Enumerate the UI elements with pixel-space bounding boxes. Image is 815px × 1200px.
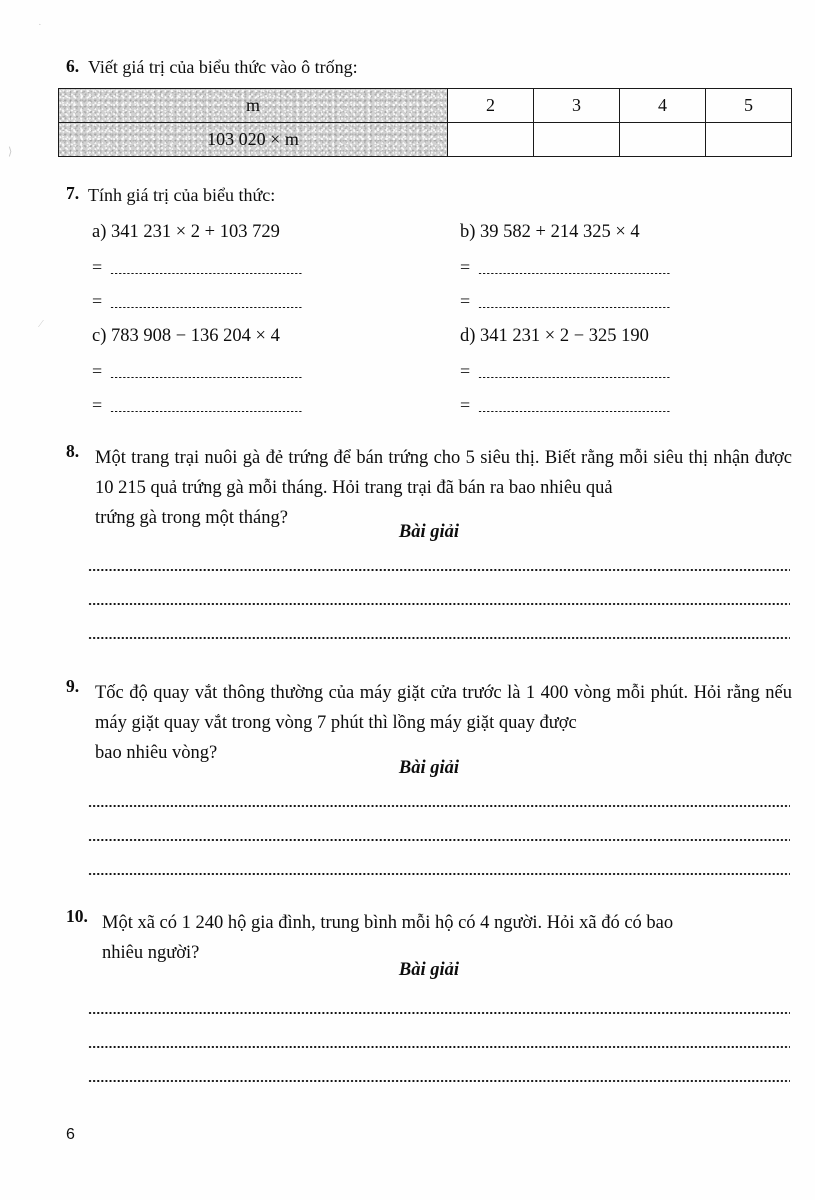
exercise-7-item-b xyxy=(460,214,800,318)
exercise-9-solution-heading: Bài giải xyxy=(398,758,460,778)
exercise-10-text xyxy=(66,908,792,968)
equals-sign: = xyxy=(460,256,471,277)
exercise-7-column-left xyxy=(92,214,462,422)
exercise-9-text-line-2: Hỏi rằng nếu máy giặt quay vắt trong vòng 7 phút thì lồng máy giặt quay được xyxy=(95,683,792,733)
exercise-7-item-d xyxy=(460,318,800,422)
exercise-7-item-a-expression xyxy=(92,214,462,250)
exercise-9-text-line-1: Tốc độ quay vắt thông thường của máy giặt cửa trước là 1 400 vòng mỗi phút. xyxy=(95,683,689,703)
answer-line[interactable] xyxy=(88,856,790,890)
table-cell-blank-1[interactable] xyxy=(448,123,534,157)
table-cell-m-value-1[interactable]: 2 xyxy=(448,89,534,123)
exercise-8-solution-heading: Bài giải xyxy=(398,522,460,542)
exercise-7-item-c-label: c) xyxy=(92,326,107,346)
exercise-6-prompt: Viết giá trị của biểu thức vào ô trống: xyxy=(88,57,358,77)
exercise-9-text xyxy=(66,678,792,768)
exercise-9-answer-lines xyxy=(88,788,790,890)
dotted-answer-blank[interactable] xyxy=(110,411,302,412)
exercise-7-item-c-answer-line-1[interactable] xyxy=(92,354,462,388)
exercise-7-item-a-answer-line-1[interactable] xyxy=(92,250,462,284)
scan-artifact: ⁄ xyxy=(40,318,42,330)
dotted-answer-blank[interactable] xyxy=(478,411,670,412)
dotted-answer-blank[interactable] xyxy=(110,273,302,274)
answer-line[interactable] xyxy=(88,620,790,654)
answer-line[interactable] xyxy=(88,995,790,1029)
exercise-10-solution-heading: Bài giải xyxy=(398,960,460,980)
exercise-7-item-b-expression xyxy=(460,214,800,250)
dotted-answer-blank[interactable] xyxy=(478,273,670,274)
exercise-7-item-b-label: b) xyxy=(460,222,476,242)
equals-sign: = xyxy=(92,394,103,415)
equals-sign: = xyxy=(460,290,471,311)
exercise-7-item-d-label: d) xyxy=(460,326,476,346)
exercise-10-number: 10. xyxy=(66,906,88,926)
dotted-answer-blank[interactable] xyxy=(110,307,302,308)
exercise-7-item-d-text: 341 231 × 2 − 325 190 xyxy=(480,326,649,346)
answer-line[interactable] xyxy=(88,788,790,822)
exercise-10 xyxy=(66,908,792,968)
table-row-header xyxy=(59,89,792,123)
table-cell-blank-4[interactable] xyxy=(706,123,792,157)
exercise-7-item-c-text: 783 908 − 136 204 × 4 xyxy=(111,326,280,346)
exercise-10-answer-lines xyxy=(88,995,790,1097)
exercise-7-item-a-label: a) xyxy=(92,222,107,242)
table-cell-blank-3[interactable] xyxy=(620,123,706,157)
answer-line[interactable] xyxy=(88,552,790,586)
exercise-8-text xyxy=(66,443,792,533)
exercise-6 xyxy=(66,58,792,78)
table-row-answers xyxy=(59,123,792,157)
exercise-7-prompt: Tính giá trị của biểu thức: xyxy=(88,185,276,205)
expression-table xyxy=(58,88,792,157)
exercise-7-item-b-answer-line-2[interactable] xyxy=(460,284,800,318)
exercise-9-text-line-3: bao nhiêu vòng? xyxy=(95,743,218,763)
exercise-7-item-c xyxy=(92,318,462,422)
equals-sign: = xyxy=(460,394,471,415)
table-cell-variable-label: m xyxy=(59,89,448,123)
table-cell-m-value-3[interactable]: 4 xyxy=(620,89,706,123)
equals-sign: = xyxy=(92,256,103,277)
expression-table-wrapper xyxy=(58,88,792,157)
equals-sign: = xyxy=(92,360,103,381)
dotted-answer-blank[interactable] xyxy=(478,377,670,378)
answer-line[interactable] xyxy=(88,586,790,620)
exercise-10-text-line-1: Một xã có 1 240 hộ gia đình, trung bình mỗi hộ có 4 người. Hỏi xã đó có bao xyxy=(102,913,674,933)
exercise-10-text-line-2: nhiêu người? xyxy=(102,943,200,963)
table-cell-m-value-4[interactable]: 5 xyxy=(706,89,792,123)
exercise-7-column-right xyxy=(460,214,800,422)
exercise-7-item-a-text: 341 231 × 2 + 103 729 xyxy=(111,222,280,242)
answer-line[interactable] xyxy=(88,822,790,856)
exercise-7-number: 7. xyxy=(66,183,80,203)
table-cell-m-value-2[interactable]: 3 xyxy=(534,89,620,123)
exercise-7 xyxy=(66,185,792,430)
exercise-7-item-c-answer-line-2[interactable] xyxy=(92,388,462,422)
exercise-7-item-b-text: 39 582 + 214 325 × 4 xyxy=(480,222,640,242)
answer-line[interactable] xyxy=(88,1063,790,1097)
scan-artifact: ⟩ xyxy=(8,146,13,158)
exercise-8-answer-lines xyxy=(88,552,790,654)
exercise-7-item-d-answer-line-1[interactable] xyxy=(460,354,800,388)
exercise-7-item-a-answer-line-2[interactable] xyxy=(92,284,462,318)
equals-sign: = xyxy=(92,290,103,311)
equals-sign: = xyxy=(460,360,471,381)
answer-line[interactable] xyxy=(88,1029,790,1063)
exercise-6-number: 6. xyxy=(66,56,80,76)
exercise-7-item-d-expression xyxy=(460,318,800,354)
exercise-7-item-c-expression xyxy=(92,318,462,354)
dotted-answer-blank[interactable] xyxy=(110,377,302,378)
exercise-7-item-a xyxy=(92,214,462,318)
page-number: 6 xyxy=(66,1126,75,1143)
exercise-8-text-line-1: Một trang trại nuôi gà đẻ trứng để bán trứng cho 5 siêu thị. Biết rằng mỗi siêu thị xyxy=(95,448,709,468)
exercise-7-items-grid xyxy=(66,214,792,430)
exercise-8-number: 8. xyxy=(66,441,80,461)
exercise-9-number: 9. xyxy=(66,676,80,696)
table-cell-blank-2[interactable] xyxy=(534,123,620,157)
dotted-answer-blank[interactable] xyxy=(478,307,670,308)
scan-artifact: ˙ xyxy=(38,22,42,34)
exercise-8 xyxy=(66,443,792,533)
exercise-9 xyxy=(66,678,792,768)
table-cell-expression-label: 103 020 × m xyxy=(59,123,448,157)
exercise-8-text-line-2: nhận được 10 215 quả trứng gà mỗi tháng. Hỏi trang trại đã bán ra bao nhiêu quả xyxy=(95,448,793,498)
exercise-7-item-d-answer-line-2[interactable] xyxy=(460,388,800,422)
exercise-8-text-line-3: trứng gà trong một tháng? xyxy=(95,508,288,528)
exercise-7-item-b-answer-line-1[interactable] xyxy=(460,250,800,284)
